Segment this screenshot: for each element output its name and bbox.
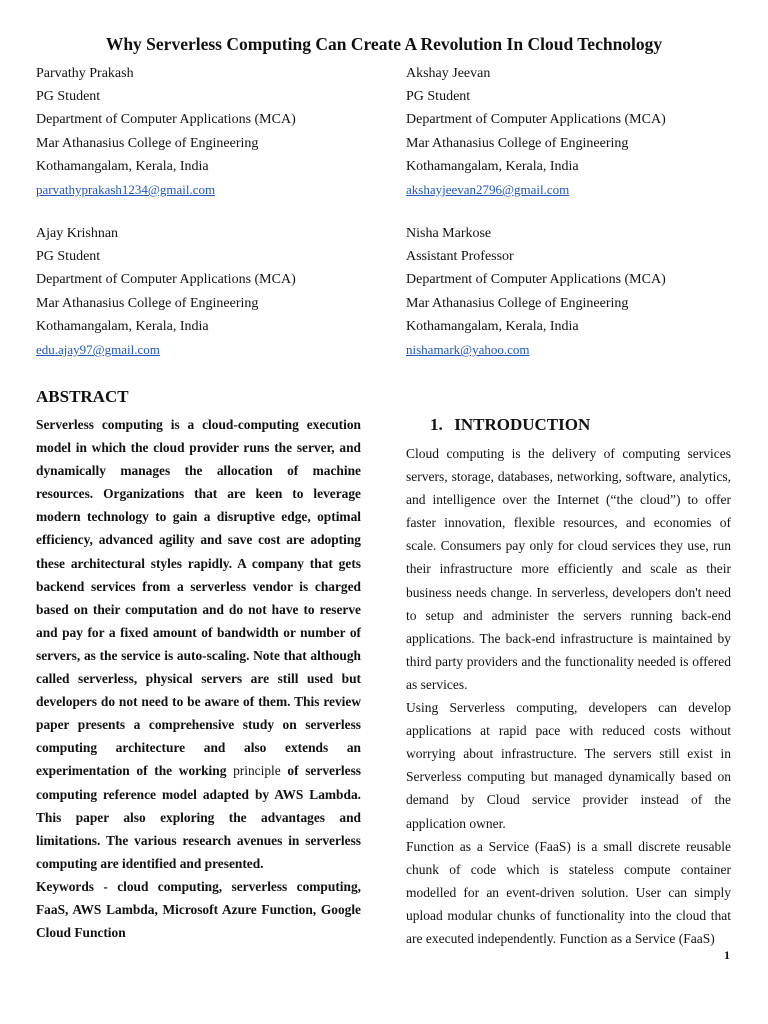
author-name: Akshay Jeevan: [406, 66, 491, 81]
author-department: Department of Computer Applications (MCA): [36, 112, 296, 128]
section-number: 1.: [430, 415, 443, 434]
intro-paragraph-3: Function as a Service (FaaS) is a small discrete reusable chunk of code which is stateless compute container modelled for an event-driven solution. User can simply upload modular chunks of functionality into the cloud that are executed independently. Function as a Service (FaaS): [406, 838, 731, 946]
author-role: PG Student: [36, 249, 101, 265]
introduction-heading: [406, 414, 731, 436]
author-role: Assistant Professor: [406, 249, 514, 265]
author-college: Mar Athanasius College of Engineering: [406, 135, 629, 151]
author-block-3: [36, 222, 296, 361]
author-block-2: [406, 62, 666, 201]
intro-paragraph-2: Using Serverless computing, developers can develop applications at rapid pace with reduced costs without worrying about infrastructure. The servers still exist in Serverless computing but managed dynamically based on demand by Cloud service provider instead of the application owner.: [406, 700, 731, 831]
author-email-link[interactable]: akshayjeevan2796@gmail.com: [406, 182, 570, 198]
abstract-text-part-b: of serverless computing reference model adapted by AWS Lambda. This paper also exploring the advantages and limitations. The various research avenues in serverless computing are identified and presented.: [36, 763, 361, 871]
author-college: Mar Athanasius College of Engineering: [406, 295, 629, 311]
abstract-text-plain: principle: [233, 763, 281, 779]
author-college: Mar Athanasius College of Engineering: [36, 135, 259, 151]
intro-paragraph-1: Cloud computing is the delivery of computing services servers, storage, databases, networking, software, analytics, and intelligence over the Internet (“the cloud”) to offer faster innovation, flexible resources, and economies of scale. Consumers pay only for cloud services they use, run their infrastructure more efficiently and scale as their business needs change. In serverless, developers don't need to setup and administer the servers running back-end applications. The back-end infrastructure is maintained by third party providers and the functionality needed is offered as services.: [406, 446, 731, 692]
abstract-text: [36, 413, 361, 875]
author-location: Kothamangalam, Kerala, India: [406, 158, 579, 174]
page-number: 1: [724, 948, 730, 962]
author-college: Mar Athanasius College of Engineering: [36, 295, 259, 311]
author-location: Kothamangalam, Kerala, India: [36, 158, 209, 174]
author-role: PG Student: [36, 89, 101, 105]
author-email-link[interactable]: nishamark@yahoo.com: [406, 342, 530, 358]
author-location: Kothamangalam, Kerala, India: [36, 318, 209, 334]
author-email-link[interactable]: parvathyprakash1234@gmail.com: [36, 182, 216, 198]
author-name: Ajay Krishnan: [36, 226, 119, 241]
author-department: Department of Computer Applications (MCA): [406, 112, 666, 128]
abstract-section: [36, 386, 361, 944]
keywords: Keywords - cloud computing, serverless computing, FaaS, AWS Lambda, Microsoft Azure Function, Google Cloud Function: [36, 878, 361, 941]
author-role: PG Student: [406, 89, 471, 105]
abstract-heading: ABSTRACT: [36, 387, 129, 406]
author-name: Nisha Markose: [406, 226, 492, 241]
section-title: INTRODUCTION: [454, 415, 591, 434]
author-department: Department of Computer Applications (MCA): [406, 272, 666, 288]
author-department: Department of Computer Applications (MCA): [36, 272, 296, 288]
author-block-4: [406, 222, 666, 361]
author-location: Kothamangalam, Kerala, India: [406, 318, 579, 334]
introduction-section: [406, 414, 731, 950]
author-block-1: [36, 62, 296, 201]
abstract-text-part-a: Serverless computing is a cloud-computing execution model in which the cloud provider runs the server, and dynamically manages the allocation of machine resources. Organizations that are keen to leverage modern technology to gain a disruptive edge, optimal efficiency, advanced agility and save cost are adopting these architectural styles rapidly. A company that gets backend services from a serverless vendor is charged based on their computation and do not have to reserve and pay for a fixed amount of bandwidth or number of servers, as the service is auto-scaling. Note that although called serverless, physical servers are still used but developers do not need to be aware of them. This review paper presents a comprehensive study on serverless computing architecture and also extends an experimentation of the working: [36, 417, 361, 779]
paper-title: Why Serverless Computing Can Create A Revolution In Cloud Technology: [105, 34, 663, 54]
author-name: Parvathy Prakash: [36, 66, 134, 81]
author-email-link[interactable]: edu.ajay97@gmail.com: [36, 342, 160, 358]
